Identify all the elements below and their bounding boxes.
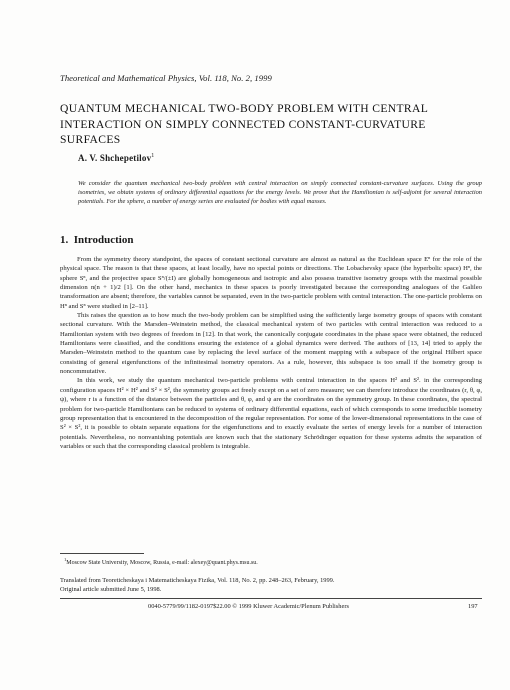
paragraph: This raises the question as to how much the two-body problem can be simplified using the sufficiently large isometry groups of spaces with constant sectional curvature. With the Marsden–Weinstein method, the classical mechanical system of two particles with central interaction was reduced to a Hamiltonian system with two degrees of freedom in [12]. In that work, the canonically conjugate coordinates in the phase space were obtained, the reduced Hamiltonians were classified, and the conditions ensuring the existence of a global dynamics were derived. The authors of [13, 14] tried to apply the Marsden–Weinstein method to the quantum case by replacing the level surface of the moment mapping with a subspace of the original Hilbert space consisting of general eigenfunctions of the infinitesimal isometry operators. As a rule, however, this subspace is too small if the isometry group is noncommutative.: [60, 312, 482, 376]
section-heading: [60, 234, 133, 246]
journal-header: Theoretical and Mathematical Physics, Vol. 118, No. 2, 1999: [60, 73, 272, 83]
bottom-divider: [60, 598, 482, 599]
paragraph: From the symmetry theory standpoint, the spaces of constant sectional curvature are almost as natural as the Euclidean space Eⁿ for the role of the physical space. The reason is that these spaces, at least locally, have no special points or directions. The Lobachevsky space (the hyperbolic space) Hⁿ, the sphere Sⁿ, and the projective space Sⁿ/(±I) are globally homogeneous and isotropic and also possess transitive isometry groups with the maximal possible dimension n(n + 1)/2 [1]. On the other hand, mechanics in these spaces is poorly investigated because the corresponding analogues of the Galileo transformation are absent; therefore, the variables cannot be separated, even in the two-particle problem with central interaction. The one-particle problems on Hⁿ and Sⁿ were studied in [2–11].: [60, 256, 482, 310]
footnote-divider: [60, 553, 144, 554]
submission-line: Original article submitted June 5, 1998.: [60, 585, 162, 593]
abstract: We consider the quantum mechanical two-body problem with central interaction on simply connected constant-curvature surfaces. Using the group isometries, we obtain systems of ordinary differential equations for the energy levels. We prove that the Hamiltonian is self-adjoint for several interaction potentials. For the sphere, a number of energy series are evaluated for bodies with equal masses.: [78, 180, 482, 205]
section-title: Introduction: [73, 234, 134, 246]
body-text: [60, 255, 482, 451]
copyright-line: 0040-5779/99/1182-0197$22.00 © 1999 Kluwer Academic/Plenum Publishers: [148, 603, 349, 610]
author-footnote-mark: 1: [151, 153, 155, 159]
author-line: [78, 153, 154, 163]
paper-title: QUANTUM MECHANICAL TWO-BODY PROBLEM WITH CENTRAL INTERACTION ON SIMPLY CONNECTED CONSTANT-CURVATURE SURFACES: [60, 102, 428, 147]
section-number: 1.: [60, 234, 69, 246]
footnote-mark: 1: [64, 557, 67, 562]
paragraph: In this work, we study the quantum mechanical two-particle problems with central interaction in the spaces H² and S². in the corresponding configuration spaces H² × H² and S² × S², the symmetry groups act freely except on a set of zero measure; we can therefore introduce the coordinates (r, θ, φ, ψ), where r is a function of the distance between the particles and θ, φ, and ψ are the coordinates on the symmetry group. In these coordinates, the spectral problem for two-particle Hamiltonians can be reduced to systems of ordinary differential equations, each of which corresponds to some irreducible isometry group representation that is encountered in the decomposition of the regular representation. For some of the lower-dimensional representations in the case of S² × S², it is possible to obtain separate equations for the eigenfunctions and to exactly evaluate the series of energy levels for a number of interaction potentials. Nevertheless, no nonvanishing potentials are known such that the stationary Schrödinger equation for these systems admits the separation of variables or such that the corresponding classical problem is integrable.: [60, 377, 482, 450]
footnote-text: Moscow State University, Moscow, Russia, e-mail: alexey@quant.phys.msu.su.: [66, 560, 258, 566]
author-name: A. V. Shchepetilov: [78, 153, 152, 163]
translation-note: [60, 577, 482, 595]
page-number: 197: [468, 603, 478, 610]
footnote: [64, 557, 258, 566]
translation-line: Translated from Teoreticheskaya i Matematicheskaya Fizika, Vol. 118, No. 2, pp. 248–263, February, 1999.: [60, 577, 335, 584]
